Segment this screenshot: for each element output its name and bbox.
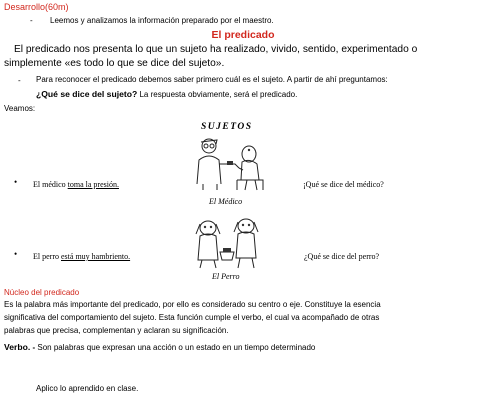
verb-label: Verbo.: [4, 342, 31, 352]
example-2-subject: El perro: [33, 252, 61, 261]
intro-text: Leemos y analizamos la información preparado por el maestro.: [50, 16, 274, 25]
intro-bullet: -: [30, 16, 33, 25]
doctor-drawing: [187, 134, 269, 190]
example-2-caption: El Perro: [212, 272, 240, 281]
tip-line-2-rest: La respuesta obviamente, será el predicado.: [137, 90, 298, 99]
heading-title: El predicado: [211, 29, 275, 41]
verb-dash: -: [30, 343, 38, 352]
example-1-question: ¡Qué se dice del médico?: [303, 180, 384, 189]
example-2-question: ¿Qué se dice del perro?: [304, 252, 380, 261]
example-1-bullet: •: [14, 177, 18, 187]
example-2-bullet: •: [14, 249, 18, 259]
example-1-subject: El médico: [33, 180, 68, 189]
section-title: Desarrollo(60m): [4, 2, 69, 12]
nucleus-line-3: palabras que precisa, complementan y aclaran su significación.: [4, 326, 229, 335]
definition-line-2: simplemente «es todo lo que se dice del sujeto».: [4, 58, 225, 69]
verb-text: Son palabras que expresan una acción o un estado en un tiempo determinado: [37, 343, 316, 352]
example-1-sentence: [33, 180, 119, 189]
example-1-caption: El Médico: [209, 197, 243, 206]
nucleus-line-2: significativa del comportamiento del sujeto. Esta función cumple el verbo, el cual va acompañado de otras: [4, 313, 380, 322]
nucleus-line-1: Es la palabra más importante del predicado, por ello es considerado su centro o eje. Constituye la esencia: [4, 300, 381, 309]
dog-drawing: [188, 214, 268, 270]
veamos-label: Veamos:: [4, 104, 36, 113]
example-2-sentence: [33, 252, 130, 261]
tip-bullet: -: [18, 76, 21, 85]
figure-header: SUJETOS: [201, 122, 253, 132]
example-2-predicate: está muy hambriento.: [61, 252, 131, 261]
tip-line-1: Para reconocer el predicado debemos saber primero cuál es el sujeto. A partir de ahí preguntamos:: [36, 75, 388, 84]
closing-text: Aplico lo aprendido en clase.: [36, 384, 139, 393]
verb-definition: [4, 342, 315, 352]
tip-question: ¿Qué se dice del sujeto?: [36, 89, 138, 99]
tip-line-2: [36, 89, 297, 99]
nucleus-title: Núcleo del predicado: [4, 288, 80, 297]
example-1-predicate: toma la presión.: [67, 180, 119, 189]
dog-illustration: [188, 214, 268, 270]
doctor-illustration: [187, 134, 269, 190]
definition-line-1: El predicado nos presenta lo que un sujeto ha realizado, vivido, sentido, experimentado o: [14, 44, 418, 55]
